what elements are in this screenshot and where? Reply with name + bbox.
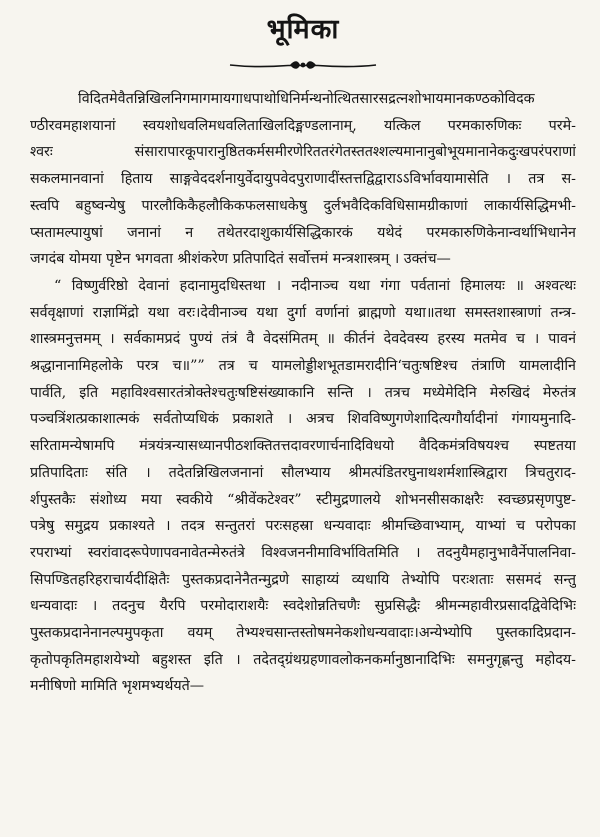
text-line: सकलमानवानां हिताय साङ्गवेददर्शनायुर्वेदायुपवेदपुराणादींस्तत्तद्विद्वाराऽऽविर्भावयामासेति । तत्र स- <box>30 171 576 188</box>
text-line: सरितामन्येषामपि मंत्रयंत्रन्यासध्यानपीठशक्तितत्तदावरणार्चनादिविधयो वैदिकमंत्रविषयश्च स्पष्टतया <box>30 438 576 455</box>
text-line: रपराभ्यां स्वरांवादरूपेणापवनावेतन्मेरुतंत्रे विश्वजननीमाविर्भावितमिति । तदनुयैमहानुभावैर्नेपालनिवा- <box>30 544 576 561</box>
decorative-divider <box>228 58 378 72</box>
text-line: स्त्वपि बहुष्वन्येषु पारलौकिकैहलौकिकफलसाधकेषु दुर्लभवैदिकविधिसामग्रीकाणां लाकार्यसिद्धिमभी- <box>30 197 576 214</box>
text-line: पत्रेषु समुद्रय प्रकाश्यते । तदत्र सन्तुतरां परःसहस्रा धन्यवादाः श्रीमच्छिवाभ्याम्, याभ्यां च परोपका <box>30 518 576 535</box>
text-line: “ विष्णुर्वरिष्ठो देवानां हदानामुदधिस्तथा । नदीनाञ्च यथा गंगा पर्वतानां हिमालयः ॥ अश्वत्थः <box>54 277 576 294</box>
text-line: पुस्तकप्रदानेनानल्पमुपकृता वयम् तेभ्यश्चसान्तस्तोषमनेकशोधन्यवादाः।अन्येभ्योपि पुस्तकादिप्रदान- <box>30 625 576 642</box>
text-line: प्रतिपादिताः संति । तदेतन्निखिलजनानां सौलभ्याय श्रीमत्पंडितरघुनाथशर्मशास्त्रिद्वारा त्रिचतुराद- <box>30 464 576 481</box>
text-line: जगदंब योमया पृष्टेन भगवता श्रीशंकरेण प्रतिपादितं सर्वोत्तमं मन्त्रशास्त्रम् । उक्तंच— <box>30 251 451 268</box>
text-line: कृतोपकृतिमहाशयेभ्यो बहुशस्त इति । तदेतद्ग्रंथग्रहणावलोकनकर्मानुष्ठानादिभिः समनुगृह्णन्तु महोदय- <box>30 651 576 668</box>
text-line: ण्ठीरवमहाशयानां स्वयशोधवलिमधवलिताखिलदिङ्मण्डलानाम्, यत्किल परमकारुणिकः परमे- <box>30 117 576 134</box>
text-line: सर्ववृक्षाणां राज्ञामिंद्रो यथा वरः।देवीनाञ्च यथा दुर्गा वर्णानां ब्राह्मणो यथा॥तथा समस्तशास्त्राणां तन्त्र- <box>30 304 576 321</box>
text-line: धन्यवादाः । तदनुच यैरपि परमोदाराशयैः स्वदेशोन्नतिचणैः सुप्रसिद्धैः श्रीमन्महावीरप्रसादद्विवेदिभिः <box>30 598 576 615</box>
preface-body <box>30 86 576 700</box>
page-title: भूमिका <box>266 14 340 45</box>
text-line: मनीषिणो मामिति भृशमभ्यर्थयते— <box>30 678 205 695</box>
text-line: शास्त्रमनुत्तमम् । सर्वकामप्रदं पुण्यं तंत्रं वै वेदसंमितम् ॥ कीर्तनं देवदेवस्य हरस्य मतमेव च । पावनं <box>30 331 576 348</box>
text-line: पार्वति, इति महाविश्वसारतंत्रोक्तेश्चतुःषष्टिसंख्याकानि सन्ति । तत्रच मध्येमेदिनि मेरुखिदं मेरुतंत्र <box>30 384 576 401</box>
text-line: सिपण्डितहरिहराचार्यदीक्षितैः पुस्तकप्रदानेनैतन्मुद्रणे साहाय्यं व्यधायि तेभ्योपि परःशताः ससमदं सन्तु <box>30 571 576 588</box>
text-line: श्वरः संसारापारकूपारानुष्ठितकर्मसमीरणेरिततरंगेतस्ततश्शल्यमानानुबोभूयमानानेकदुःखपरंपराणां <box>30 144 576 161</box>
text-line: पञ्चत्रिंशत्प्रकाशात्मकं सर्वतोप्यधिकं प्रकाशते । अत्रच शिवविष्णुगणेशादित्यगौर्यादीनां गंगायमुनादि- <box>30 411 576 428</box>
text-line: विदितमेवैतन्निखिलनिगमागमायगाधपाथोधिनिर्मन्थनोत्थितसारसद्रत्नशोभायमानकण्ठकोविदक <box>78 91 535 107</box>
text-line: श्रद्धानानामिहलोके परत्र च॥”” तत्र च यामलोड्डीशभूतडामरादीनि‘चतुःषष्टिश्च तंत्राणि यामलादीनि <box>30 358 576 375</box>
text-line: र्शपुस्तकैः संशोध्य मया स्वकीये “श्रीवेंकटेश्वर” स्टीमुद्रणालये शोभनसीसकाक्षरैः स्वच्छप्रसृणपुष्ट- <box>30 491 576 508</box>
text-line: प्सतामल्पायुषां जनानां न तथेतरदाशुकार्यसिद्धिकारकं यथेदं परमकारुणिकेनान्वर्थाभिधानेन <box>30 224 576 241</box>
